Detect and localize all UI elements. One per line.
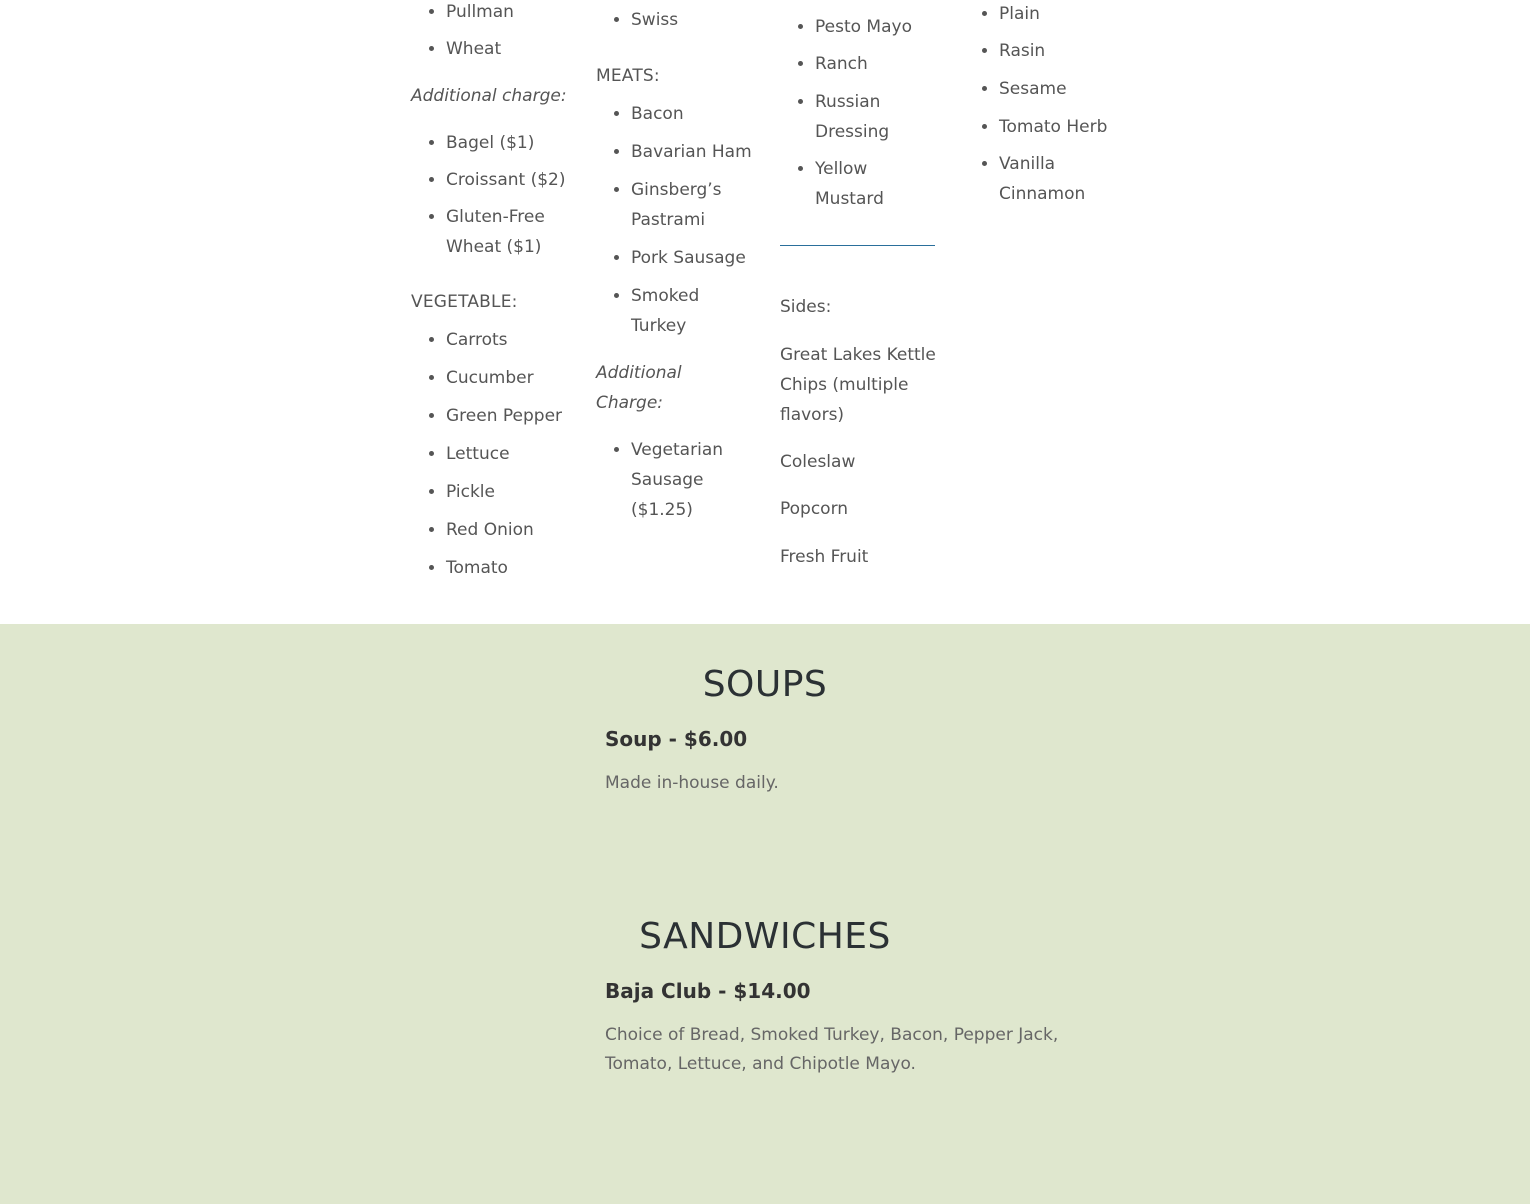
list-item: • Wheat [446, 34, 581, 64]
list-item: • Pesto Mayo [815, 12, 940, 42]
list-item: • Red Onion [446, 515, 581, 545]
list-item: • Bagel ($1) [446, 128, 581, 158]
list-item: • Sesame [999, 74, 1134, 104]
soup-item-description: Made in-house daily. [605, 773, 779, 793]
list-item: • Russian Dressing [815, 87, 905, 147]
list-item: • Bavarian Ham [631, 137, 761, 167]
list-item: • Tomato [446, 553, 581, 583]
meats-column [596, 0, 761, 525]
cheese-list [596, 5, 761, 35]
list-item: • Lettuce [446, 439, 581, 469]
list-item: • Vegetarian Sausage ($1.25) [631, 435, 726, 525]
list-item: • Ranch [815, 49, 940, 79]
sandwich-item-name: Baja Club - $14.00 [605, 979, 811, 1003]
soup-item-name: Soup - $6.00 [605, 727, 748, 751]
bread-column [411, 0, 581, 583]
side-item: Fresh Fruit [780, 547, 869, 567]
meats-additional-list [596, 435, 761, 525]
list-item: • Croissant ($2) [446, 165, 581, 195]
list-item: • Cucumber [446, 363, 581, 393]
list-item: • Tomato Herb [999, 112, 1134, 142]
bread-additional-list [411, 128, 581, 262]
spreads-list [780, 12, 940, 214]
vegetable-list [411, 325, 581, 583]
list-item: • Pullman [446, 0, 581, 27]
soups-title: SOUPS [702, 664, 828, 705]
meats-additional-label: Additional Charge: [596, 363, 682, 413]
list-item: • Vanilla Cinnamon [999, 149, 1099, 209]
list-item: • Yellow Mustard [815, 154, 905, 214]
meats-heading: MEATS: [596, 66, 660, 86]
section-divider [780, 245, 935, 246]
list-item: • Green Pepper [446, 401, 581, 431]
bagels-column [964, 0, 1134, 209]
list-item: • Smoked Turkey [631, 281, 721, 341]
side-item: Popcorn [780, 499, 849, 519]
list-item: • Carrots [446, 325, 581, 355]
list-item: • Swiss [631, 5, 761, 35]
list-item: • Pickle [446, 477, 581, 507]
list-item: • Ginsberg’s Pastrami [631, 175, 731, 235]
sandwiches-title: SANDWICHES [639, 916, 891, 957]
vegetable-heading: VEGETABLE: [411, 292, 518, 312]
menu-items-section [0, 624, 1530, 1204]
side-item: Coleslaw [780, 452, 856, 472]
sandwich-item-description: Choice of Bread, Smoked Turkey, Bacon, Pepper Jack, Tomato, Lettuce, and Chipotle Mayo. [605, 1025, 1059, 1074]
bagels-list [964, 0, 1134, 209]
list-item: • Plain [999, 0, 1134, 29]
list-item: • Pork Sausage [631, 243, 761, 273]
bread-additional-label: Additional charge: [411, 86, 567, 106]
list-item: • Bacon [631, 99, 761, 129]
sides-label: Sides: [780, 297, 832, 317]
spreads-column [780, 0, 940, 572]
side-item: Great Lakes Kettle Chips (multiple flavors) [780, 345, 936, 425]
meats-list [596, 99, 761, 341]
list-item: • Gluten-Free Wheat ($1) [446, 202, 581, 262]
bread-list [411, 0, 581, 64]
list-item: • Rasin [999, 36, 1134, 66]
